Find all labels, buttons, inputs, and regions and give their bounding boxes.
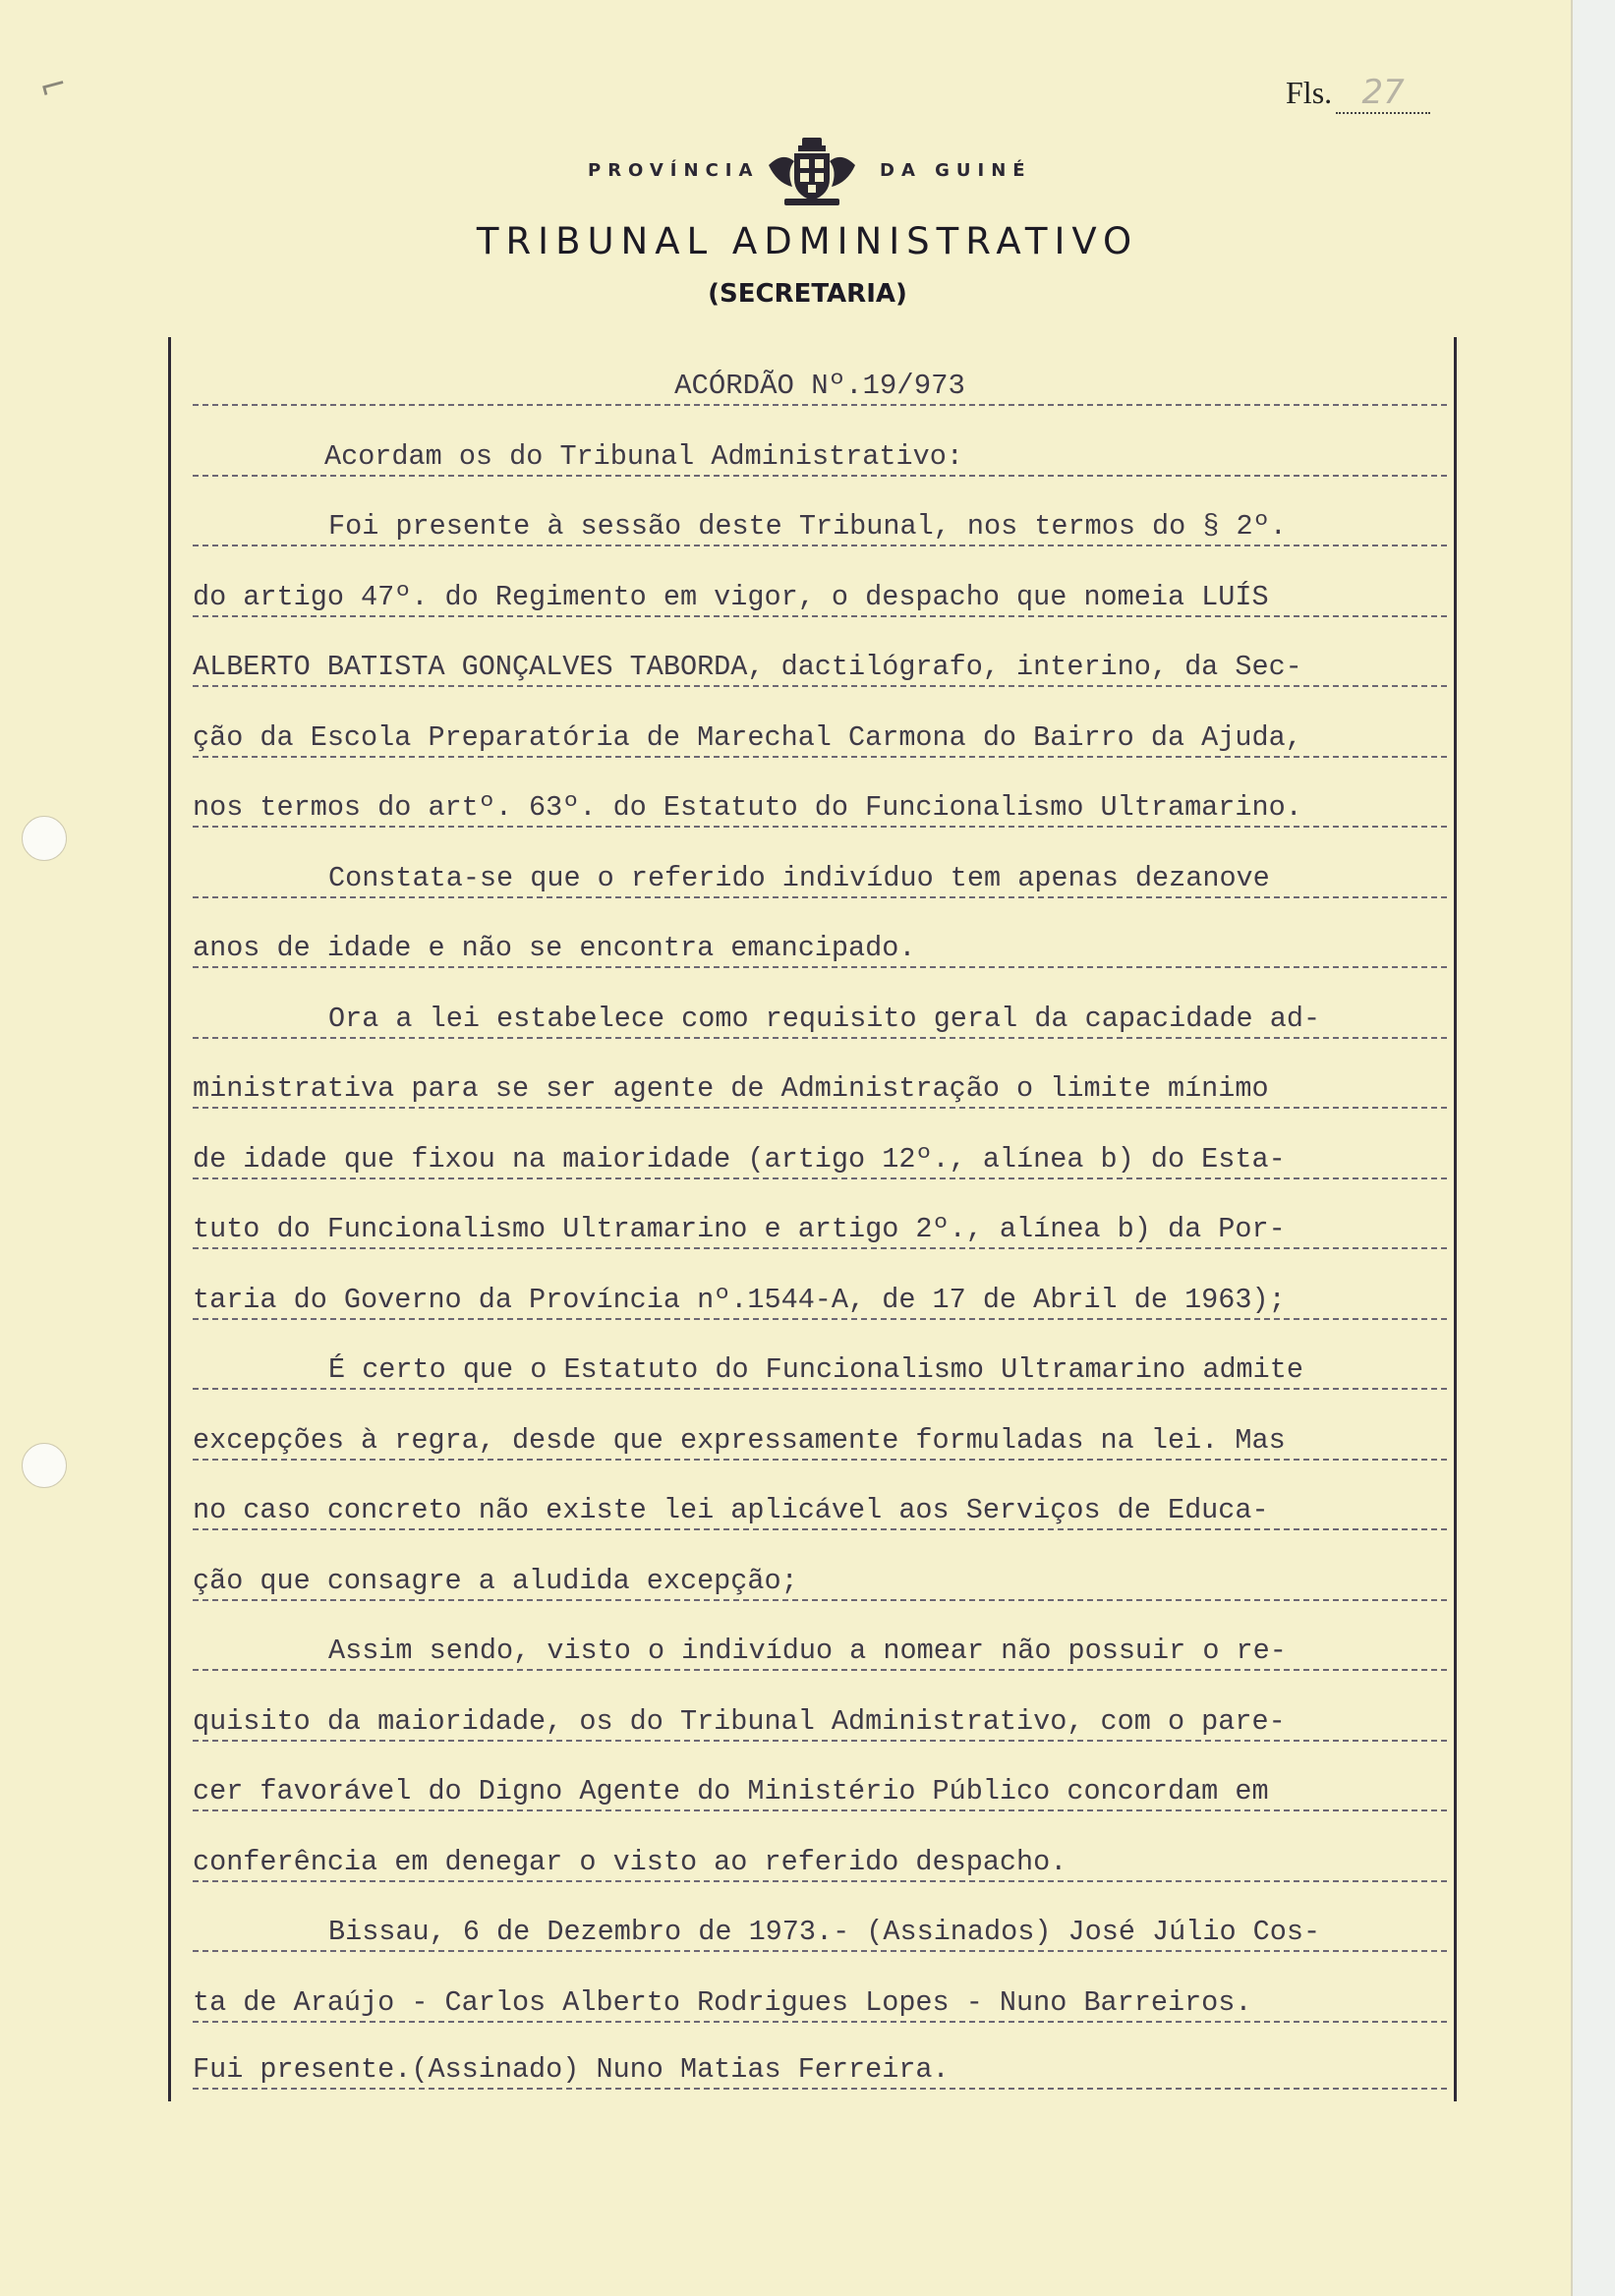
signature-line: Fui presente.(Assinado) Nuno Matias Ferreira. [193, 2052, 1447, 2090]
text-line: É certo que o Estatuto do Funcionalismo Ultramarino admite [193, 1352, 1447, 1390]
text-line: ministrativa para se ser agente de Administração o limite mínimo [193, 1071, 1447, 1109]
text-line: nos termos do artº. 63º. do Estatuto do Funcionalismo Ultramarino. [193, 790, 1447, 828]
text-line: do artigo 47º. do Regimento em vigor, o despacho que nomeia LUÍS [193, 580, 1447, 617]
right-margin-rule [1454, 337, 1457, 2101]
punch-hole [22, 1443, 67, 1488]
tribunal-title: TRIBUNAL ADMINISTRATIVO [476, 220, 1139, 262]
text-line: ção que consagre a aludida excepção; [193, 1564, 1447, 1601]
left-margin-rule [168, 337, 171, 2101]
coat-of-arms-icon [765, 136, 859, 210]
signature-line: Bissau, 6 de Dezembro de 1973.- (Assinados) José Júlio Cos- [193, 1915, 1447, 1952]
text-line: Foi presente à sessão deste Tribunal, nos termos do § 2º. [193, 509, 1447, 546]
decision-heading: ACÓRDÃO Nº.19/973 [193, 369, 1447, 406]
text-line: cer favorável do Digno Agente do Ministério Público concordam em [193, 1774, 1447, 1811]
text-line: excepções à regra, desde que expressamente formuladas na lei. Mas [193, 1423, 1447, 1461]
folio-stamp [1286, 73, 1430, 114]
text-line: quisito da maioridade, os do Tribunal Administrativo, com o pare- [193, 1704, 1447, 1742]
text-line: Acordam os do Tribunal Administrativo: [193, 439, 1447, 477]
text-line: tuto do Funcionalismo Ultramarino e artigo 2º., alínea b) da Por- [193, 1212, 1447, 1249]
province-label-left: PROVÍNCIA [588, 160, 760, 181]
text-line: anos de idade e não se encontra emancipado. [193, 931, 1447, 968]
signature-line: ta de Araújo - Carlos Alberto Rodrigues Lopes - Nuno Barreiros. [193, 1985, 1447, 2023]
folio-number: 27 [1336, 73, 1430, 114]
text-line: no caso concreto não existe lei aplicável aos Serviços de Educa- [193, 1493, 1447, 1530]
text-line: Constata-se que o referido indivíduo tem apenas dezanove [193, 861, 1447, 898]
text-line: de idade que fixou na maioridade (artigo 12º., alínea b) do Esta- [193, 1142, 1447, 1179]
text-line: Ora a lei estabelece como requisito geral da capacidade ad- [193, 1002, 1447, 1039]
secretaria-subtitle: (SECRETARIA) [708, 279, 907, 309]
province-label-right: DA GUINÉ [880, 160, 1032, 181]
pencil-mark-icon: ⌐ [34, 63, 73, 110]
folio-label: Fls. [1286, 75, 1333, 110]
page-edge [1571, 0, 1615, 2296]
text-line: taria do Governo da Província nº.1544-A, de 17 de Abril de 1963); [193, 1283, 1447, 1320]
text-line: ALBERTO BATISTA GONÇALVES TABORDA, dactilógrafo, interino, da Sec- [193, 650, 1447, 687]
text-line: Assim sendo, visto o indivíduo a nomear não possuir o re- [193, 1634, 1447, 1671]
text-line: ção da Escola Preparatória de Marechal Carmona do Bairro da Ajuda, [193, 720, 1447, 758]
punch-hole [22, 816, 67, 861]
text-line: conferência em denegar o visto ao referido despacho. [193, 1845, 1447, 1882]
